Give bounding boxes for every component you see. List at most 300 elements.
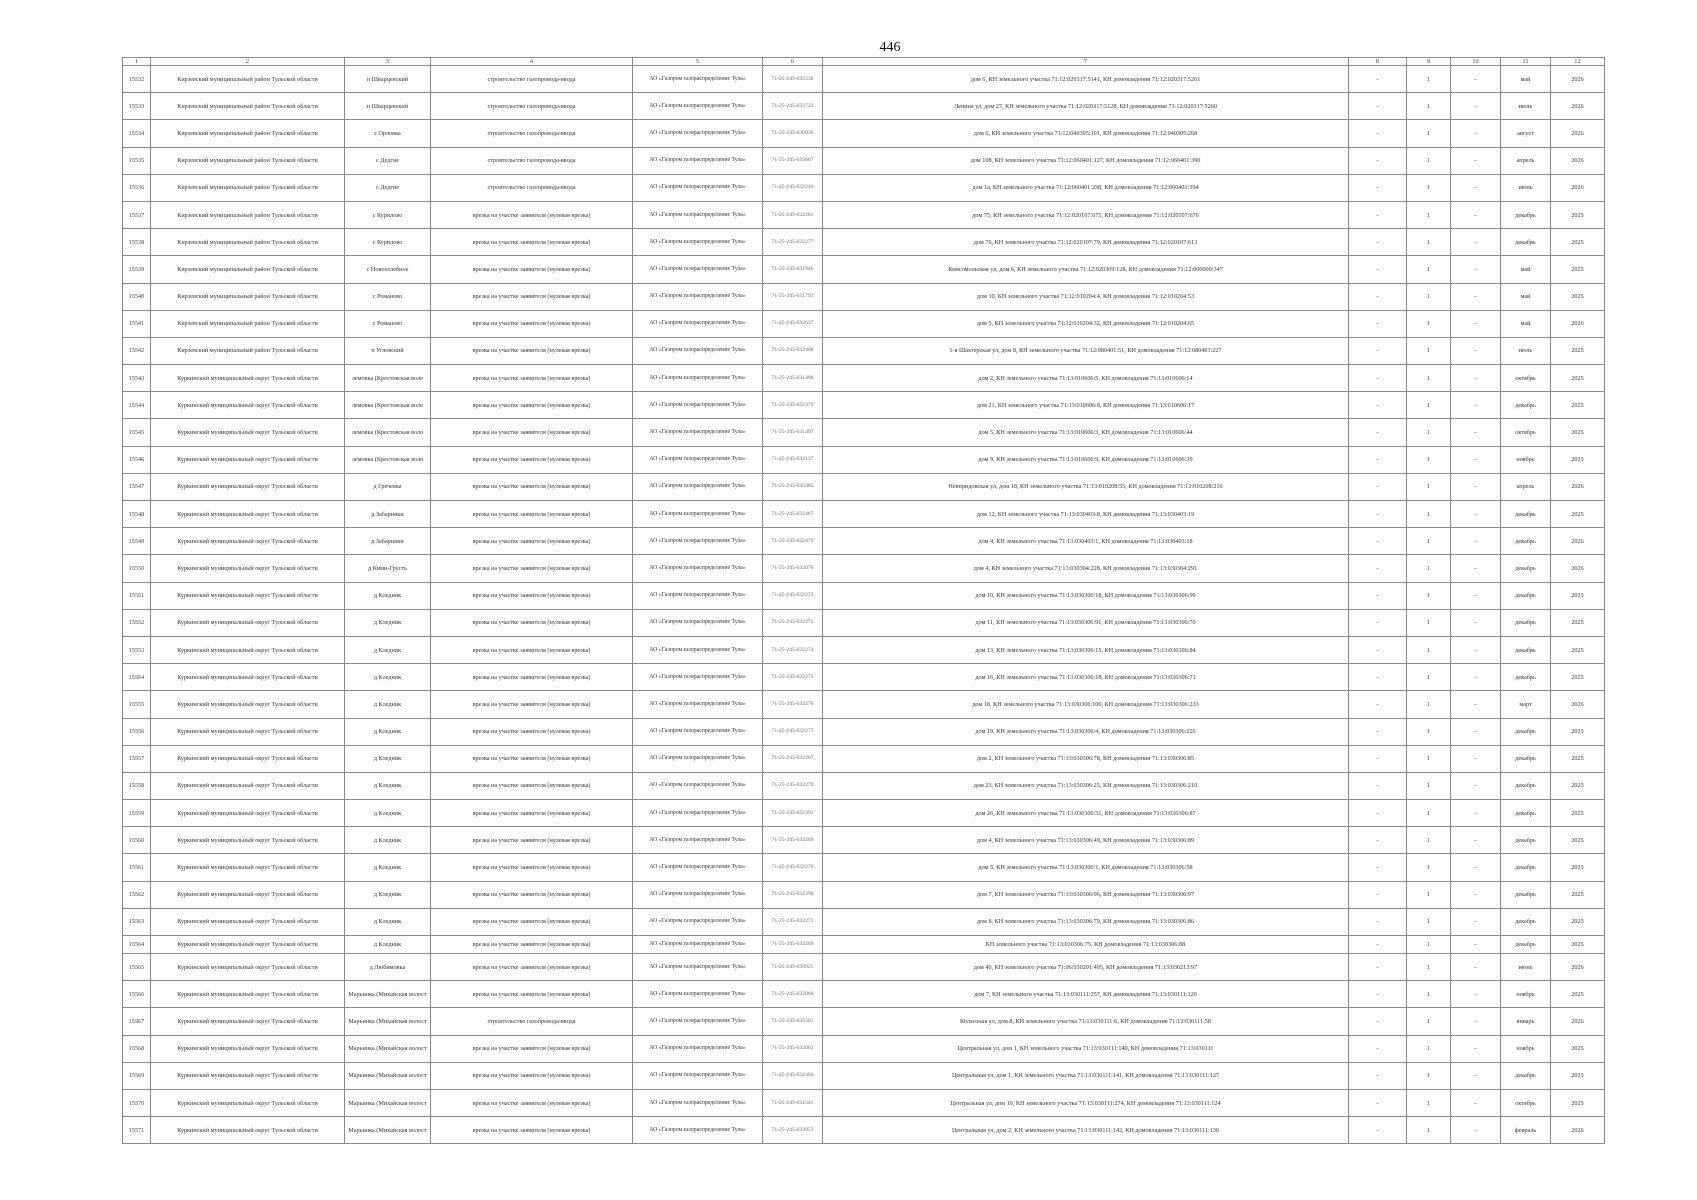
cell-org: АО «Газпром газораспределение Тула»: [633, 66, 763, 93]
cell-n: 15560: [123, 827, 151, 854]
cell-locality: с Курилово: [345, 201, 431, 228]
cell-address: дом 6, КН земельного участка 71:12:020317:5141, КН домовладения 71:12:020317:5261: [823, 66, 1349, 93]
cell-org: АО «Газпром газораспределение Тула»: [633, 174, 763, 201]
cell-org: АО «Газпром газораспределение Тула»: [633, 636, 763, 663]
cell-district: Куркинский муниципальный округ Тульской области: [151, 609, 345, 636]
cell-district: Кирзевский муниципальный район Тульской области: [151, 120, 345, 147]
cell-code: 71-25-245-032270: [763, 854, 823, 881]
cell-org: АО «Газпром газораспределение Тула»: [633, 120, 763, 147]
cell-c8: -: [1349, 745, 1407, 772]
cell-c10: -: [1451, 473, 1501, 500]
cell-code: 71-25-245-035405: [763, 473, 823, 500]
table-row: [123, 120, 1605, 147]
cell-c8: -: [1349, 256, 1407, 283]
cell-locality: с Романово: [345, 283, 431, 310]
cell-code: 71-25-245-032733: [763, 93, 823, 120]
cell-code: 71-25-245-036036: [763, 120, 823, 147]
cell-code: 71-25-245-033953: [763, 1117, 823, 1144]
cell-org: АО «Газпром газораспределение Тула»: [633, 718, 763, 745]
cell-code: 71-25-245-032137: [763, 446, 823, 473]
cell-n: 15568: [123, 1035, 151, 1062]
cell-address: дом 108, КН земельного участка 71:12:060401:127, КН домовладения 71:12:060401:390: [823, 147, 1349, 174]
cell-district: Куркинский муниципальный округ Тульской области: [151, 446, 345, 473]
cell-year: 2026: [1551, 691, 1605, 718]
cell-c9: 1: [1407, 147, 1451, 174]
column-header-9: 9: [1407, 58, 1451, 66]
cell-c8: -: [1349, 174, 1407, 201]
cell-locality: д Гречевка: [345, 473, 431, 500]
cell-n: 15570: [123, 1089, 151, 1116]
cell-district: Кирзевский муниципальный район Тульской области: [151, 229, 345, 256]
cell-month: декабрь: [1501, 609, 1551, 636]
table-body: [123, 66, 1605, 1144]
cell-month: декабрь: [1501, 718, 1551, 745]
cell-code: 71-25-245-031946: [763, 256, 823, 283]
cell-c10: -: [1451, 120, 1501, 147]
table-row: [123, 201, 1605, 228]
cell-n: 15563: [123, 908, 151, 935]
cell-month: октябрь: [1501, 419, 1551, 446]
cell-month: декабрь: [1501, 392, 1551, 419]
cell-c10: -: [1451, 745, 1501, 772]
cell-n: 15553: [123, 636, 151, 663]
cell-n: 15550: [123, 555, 151, 582]
cell-org: АО «Газпром газораспределение Тула»: [633, 1008, 763, 1035]
cell-district: Куркинский муниципальный округ Тульской области: [151, 1008, 345, 1035]
cell-org: АО «Газпром газораспределение Тула»: [633, 201, 763, 228]
table-row: [123, 636, 1605, 663]
table-row: [123, 936, 1605, 954]
cell-locality: с Новоселебное: [345, 256, 431, 283]
cell-c10: -: [1451, 283, 1501, 310]
cell-n: 15534: [123, 120, 151, 147]
cell-month: декабрь: [1501, 854, 1551, 881]
cell-c10: -: [1451, 501, 1501, 528]
cell-year: 2025: [1551, 936, 1605, 954]
table-row: [123, 582, 1605, 609]
cell-work: врезка на участке заявителя (нулевая врезка): [431, 636, 633, 663]
table-header: [123, 58, 1605, 66]
cell-org: АО «Газпром газораспределение Тула»: [633, 501, 763, 528]
cell-org: АО «Газпром газораспределение Тула»: [633, 1117, 763, 1144]
cell-year: 2025: [1551, 609, 1605, 636]
cell-c8: -: [1349, 473, 1407, 500]
cell-c9: 1: [1407, 745, 1451, 772]
cell-address: дом 9, КН земельного участка 71:13:010606:9, КН домовладения 71:13:010606:39: [823, 446, 1349, 473]
cell-code: 71-25-245-032271: [763, 908, 823, 935]
cell-month: декабрь: [1501, 881, 1551, 908]
cell-c8: -: [1349, 555, 1407, 582]
cell-year: 2026: [1551, 93, 1605, 120]
cell-year: 2026: [1551, 473, 1605, 500]
cell-address: дом 5, КН земельного участка 71:13:030306:1, КН домовладения 71:13:030306:58: [823, 854, 1349, 881]
cell-address: дом 11, КН земельного участка 71:13:030306:91, КН домовладения 71:13:030306:70: [823, 609, 1349, 636]
cell-c8: -: [1349, 772, 1407, 799]
cell-c9: 1: [1407, 936, 1451, 954]
cell-c10: -: [1451, 1008, 1501, 1035]
cell-work: врезка на участке заявителя (нулевая врезка): [431, 1089, 633, 1116]
cell-code: 71-25-245-032277: [763, 718, 823, 745]
cell-c10: -: [1451, 664, 1501, 691]
cell-year: 2025: [1551, 201, 1605, 228]
cell-month: декабрь: [1501, 636, 1551, 663]
cell-work: строительство газопровода-ввода: [431, 174, 633, 201]
cell-locality: лемовка (Крестовская воло: [345, 392, 431, 419]
cell-month: май: [1501, 283, 1551, 310]
header-row: [123, 58, 1605, 66]
cell-locality: д Кледник: [345, 908, 431, 935]
cell-code: 71-25-245-032060: [763, 981, 823, 1008]
cell-c8: -: [1349, 827, 1407, 854]
cell-c10: -: [1451, 908, 1501, 935]
cell-code: 71-25-245-032267: [763, 745, 823, 772]
cell-n: 15559: [123, 800, 151, 827]
cell-year: 2025: [1551, 392, 1605, 419]
cell-c9: 1: [1407, 981, 1451, 1008]
cell-address: Ленина ул, дом 27, КН земельного участка 71:12:020317:5128, КН домовладения 71:12:020317:5260: [823, 93, 1349, 120]
cell-month: декабрь: [1501, 664, 1551, 691]
cell-month: декабрь: [1501, 582, 1551, 609]
cell-year: 2025: [1551, 718, 1605, 745]
gasification-table: [122, 57, 1605, 1144]
cell-code: 71-25-245-032637: [763, 310, 823, 337]
cell-month: декабрь: [1501, 1062, 1551, 1089]
cell-c9: 1: [1407, 954, 1451, 981]
cell-code: 71-25-245-032467: [763, 501, 823, 528]
table-row: [123, 229, 1605, 256]
cell-month: декабрь: [1501, 908, 1551, 935]
cell-org: АО «Газпром газораспределение Тула»: [633, 582, 763, 609]
cell-c10: -: [1451, 1035, 1501, 1062]
cell-year: 2025: [1551, 664, 1605, 691]
cell-year: 2026: [1551, 66, 1605, 93]
cell-n: 15543: [123, 365, 151, 392]
cell-address: дом 26, КН земельного участка 71:13:030306:31, КН домовладения 71:13:030306:87: [823, 800, 1349, 827]
cell-month: ноябрь: [1501, 1035, 1551, 1062]
cell-district: Куркинский муниципальный округ Тульской области: [151, 981, 345, 1008]
cell-org: АО «Газпром газораспределение Тула»: [633, 528, 763, 555]
cell-c10: -: [1451, 981, 1501, 1008]
cell-address: дом 19, КН земельного участка 71:13:030306:4, КН домовладения 71:13:030306:226: [823, 718, 1349, 745]
cell-n: 15561: [123, 854, 151, 881]
cell-year: 2026: [1551, 174, 1605, 201]
table-row: [123, 365, 1605, 392]
cell-c10: -: [1451, 528, 1501, 555]
cell-n: 15562: [123, 881, 151, 908]
cell-c8: -: [1349, 636, 1407, 663]
cell-code: 71-25-245-032271: [763, 609, 823, 636]
cell-year: 2026: [1551, 954, 1605, 981]
cell-work: врезка на участке заявителя (нулевая врезка): [431, 365, 633, 392]
cell-year: 2026: [1551, 555, 1605, 582]
cell-n: 15547: [123, 473, 151, 500]
column-header-8: 8: [1349, 58, 1407, 66]
table-row: [123, 881, 1605, 908]
cell-code: 71-25-245-032276: [763, 691, 823, 718]
cell-work: врезка на участке заявителя (нулевая врезка): [431, 718, 633, 745]
cell-work: врезка на участке заявителя (нулевая врезка): [431, 981, 633, 1008]
cell-address: дом 7, КН земельного участка 71:13:030306:96, КН домовладения 71:13:030306:97: [823, 881, 1349, 908]
cell-month: декабрь: [1501, 201, 1551, 228]
cell-org: АО «Газпром газораспределение Тула»: [633, 800, 763, 827]
cell-district: Куркинский муниципальный округ Тульской области: [151, 1089, 345, 1116]
cell-n: 15532: [123, 66, 151, 93]
cell-locality: д Кими-Грусть: [345, 555, 431, 582]
cell-org: АО «Газпром газораспределение Тула»: [633, 229, 763, 256]
cell-org: АО «Газпром газораспределение Тула»: [633, 772, 763, 799]
cell-district: Куркинский муниципальный округ Тульской области: [151, 582, 345, 609]
cell-code: 71-25-245-032281: [763, 201, 823, 228]
cell-c10: -: [1451, 446, 1501, 473]
cell-c8: -: [1349, 881, 1407, 908]
cell-c10: -: [1451, 854, 1501, 881]
cell-month: декабрь: [1501, 229, 1551, 256]
cell-n: 15545: [123, 419, 151, 446]
cell-month: май: [1501, 256, 1551, 283]
cell-code: 71-25-245-032063: [763, 1035, 823, 1062]
table-row: [123, 174, 1605, 201]
cell-year: 2025: [1551, 800, 1605, 827]
cell-locality: с Романово: [345, 310, 431, 337]
cell-org: АО «Газпром газораспределение Тула»: [633, 337, 763, 364]
cell-year: 2025: [1551, 446, 1605, 473]
cell-locality: Марьинка (Михайская волост: [345, 981, 431, 1008]
cell-locality: д Кледник: [345, 881, 431, 908]
cell-code: 71-25-245-032390: [763, 881, 823, 908]
cell-work: врезка на участке заявителя (нулевая врезка): [431, 446, 633, 473]
cell-c10: -: [1451, 827, 1501, 854]
schedule-sheet: [122, 57, 1604, 1144]
cell-address: дом 6, КН земельного участка 71:12:040305:101, КН домовладения 71:12:040305:268: [823, 120, 1349, 147]
table-row: [123, 1089, 1605, 1116]
cell-c9: 1: [1407, 664, 1451, 691]
page-number: 446: [879, 40, 901, 55]
cell-c9: 1: [1407, 201, 1451, 228]
cell-c8: -: [1349, 981, 1407, 1008]
cell-c9: 1: [1407, 1008, 1451, 1035]
cell-address: дом 8, КН земельного участка 71:13:030306:79, КН домовладения 71:13:030306:86: [823, 908, 1349, 935]
cell-c8: -: [1349, 854, 1407, 881]
cell-org: АО «Газпром газораспределение Тула»: [633, 1035, 763, 1062]
cell-address: Колхозная ул, дом 8, КН земельного участка 71:13:030111:6, КН домовладения 71:13:030111:58: [823, 1008, 1349, 1035]
cell-org: АО «Газпром газораспределение Тула»: [633, 936, 763, 954]
cell-locality: д Кледник: [345, 772, 431, 799]
cell-district: Куркинский муниципальный округ Тульской области: [151, 908, 345, 935]
cell-work: врезка на участке заявителя (нулевая врезка): [431, 501, 633, 528]
cell-locality: п Угловский: [345, 337, 431, 364]
cell-locality: с Курилово: [345, 229, 431, 256]
cell-address: дом 23, КН земельного участка 71:13:030306:25, КН домовладения 71:13:030306:210: [823, 772, 1349, 799]
cell-org: АО «Газпром газораспределение Тула»: [633, 881, 763, 908]
table-row: [123, 1062, 1605, 1089]
cell-n: 15552: [123, 609, 151, 636]
cell-c10: -: [1451, 201, 1501, 228]
cell-c8: -: [1349, 718, 1407, 745]
cell-locality: п Шварцевский: [345, 93, 431, 120]
cell-c10: -: [1451, 419, 1501, 446]
cell-c9: 1: [1407, 174, 1451, 201]
cell-year: 2025: [1551, 1089, 1605, 1116]
cell-n: 15537: [123, 201, 151, 228]
cell-month: июль: [1501, 337, 1551, 364]
cell-c9: 1: [1407, 1035, 1451, 1062]
cell-locality: лемовка (Крестовская воло: [345, 446, 431, 473]
cell-c8: -: [1349, 147, 1407, 174]
cell-district: Куркинский муниципальный округ Тульской области: [151, 419, 345, 446]
cell-c10: -: [1451, 555, 1501, 582]
cell-c10: -: [1451, 93, 1501, 120]
cell-locality: д Кледник: [345, 609, 431, 636]
cell-work: врезка на участке заявителя (нулевая врезка): [431, 664, 633, 691]
cell-code: 71-25-245-032391: [763, 800, 823, 827]
cell-year: 2026: [1551, 1117, 1605, 1144]
cell-code: 71-25-245-031496: [763, 365, 823, 392]
cell-district: Кирзевский муниципальный район Тульской области: [151, 283, 345, 310]
cell-locality: лемовка (Крестовская воло: [345, 365, 431, 392]
cell-code: 71-25-245-032479: [763, 528, 823, 555]
cell-n: 15565: [123, 954, 151, 981]
table-row: [123, 337, 1605, 364]
column-header-5: 5: [633, 58, 763, 66]
cell-n: 15541: [123, 310, 151, 337]
cell-district: Куркинский муниципальный округ Тульской области: [151, 1117, 345, 1144]
cell-c9: 1: [1407, 93, 1451, 120]
cell-address: Центральная ул, дом 1, КН земельного участка 71:13:030111:141, КН домовладения 71:13:030111:127: [823, 1062, 1349, 1089]
cell-c10: -: [1451, 800, 1501, 827]
cell-year: 2025: [1551, 981, 1605, 1008]
table-row: [123, 392, 1605, 419]
cell-c10: -: [1451, 147, 1501, 174]
cell-year: 2025: [1551, 745, 1605, 772]
table-row: [123, 93, 1605, 120]
cell-c9: 1: [1407, 66, 1451, 93]
cell-c8: -: [1349, 419, 1407, 446]
cell-org: АО «Газпром газораспределение Тула»: [633, 365, 763, 392]
cell-n: 15569: [123, 1062, 151, 1089]
cell-work: врезка на участке заявителя (нулевая врезка): [431, 691, 633, 718]
cell-address: дом 18, КН земельного участка 71:13:030306:100, КН домовладения 71:13:030306:233: [823, 691, 1349, 718]
cell-c8: -: [1349, 1035, 1407, 1062]
cell-code: 71-25-245-035536: [763, 66, 823, 93]
cell-c9: 1: [1407, 1089, 1451, 1116]
cell-year: 2026: [1551, 147, 1605, 174]
cell-locality: с Орловка: [345, 120, 431, 147]
cell-district: Куркинский муниципальный округ Тульской области: [151, 772, 345, 799]
cell-c10: -: [1451, 881, 1501, 908]
cell-c9: 1: [1407, 310, 1451, 337]
cell-address: дом 4, КН земельного участка 71:13:030403:1, КН домовладения 71:13:030403:18: [823, 528, 1349, 555]
cell-org: АО «Газпром газораспределение Тула»: [633, 555, 763, 582]
table-row: [123, 609, 1605, 636]
column-header-7: 7: [823, 58, 1349, 66]
cell-c8: -: [1349, 691, 1407, 718]
cell-c9: 1: [1407, 691, 1451, 718]
cell-org: АО «Газпром газораспределение Тула»: [633, 854, 763, 881]
cell-n: 15548: [123, 501, 151, 528]
column-header-4: 4: [431, 58, 633, 66]
cell-year: 2025: [1551, 501, 1605, 528]
table-row: [123, 718, 1605, 745]
column-header-1: 1: [123, 58, 151, 66]
cell-year: 2025: [1551, 365, 1605, 392]
cell-c9: 1: [1407, 582, 1451, 609]
cell-locality: лемовка (Крестовская воло: [345, 419, 431, 446]
cell-org: АО «Газпром газораспределение Тула»: [633, 473, 763, 500]
cell-org: АО «Газпром газораспределение Тула»: [633, 1089, 763, 1116]
cell-c8: -: [1349, 93, 1407, 120]
cell-year: 2025: [1551, 582, 1605, 609]
cell-address: дом 5, КН земельного участка 71:12:010204:32, КН домовладения 71:12:010204:65: [823, 310, 1349, 337]
cell-year: 2025: [1551, 256, 1605, 283]
cell-address: дом 76, КН земельного участка 71:12:020107:79, КН домовладения 71:12:020107:613: [823, 229, 1349, 256]
cell-work: врезка на участке заявителя (нулевая врезка): [431, 310, 633, 337]
cell-c9: 1: [1407, 528, 1451, 555]
cell-c10: -: [1451, 718, 1501, 745]
cell-code: 71-25-245-032269: [763, 936, 823, 954]
cell-locality: Марьинка (Михайская волост: [345, 1089, 431, 1116]
cell-c8: -: [1349, 1117, 1407, 1144]
cell-district: Кирзевский муниципальный район Тульской области: [151, 147, 345, 174]
table-row: [123, 283, 1605, 310]
cell-address: дом 2, КН земельного участка 71:13:010606:5, КН домовладения 71:13:010606:14: [823, 365, 1349, 392]
cell-month: июнь: [1501, 174, 1551, 201]
cell-address: дом 40, КН земельного участка 71:06:030201:405, КН домовладения 71:13:030213:97: [823, 954, 1349, 981]
cell-org: АО «Газпром газораспределение Тула»: [633, 446, 763, 473]
cell-locality: с Дедгие: [345, 174, 431, 201]
cell-year: 2025: [1551, 772, 1605, 799]
cell-work: врезка на участке заявителя (нулевая врезка): [431, 1062, 633, 1089]
cell-locality: д Кледник: [345, 800, 431, 827]
cell-address: дом 1а, КН земельного участка 71:12:060401:238, КН домовладения 71:12:060401:394: [823, 174, 1349, 201]
cell-c9: 1: [1407, 1062, 1451, 1089]
column-header-10: 10: [1451, 58, 1501, 66]
cell-district: Куркинский муниципальный округ Тульской области: [151, 392, 345, 419]
cell-c10: -: [1451, 229, 1501, 256]
cell-district: Куркинский муниципальный округ Тульской области: [151, 936, 345, 954]
cell-c9: 1: [1407, 1117, 1451, 1144]
table-row: [123, 66, 1605, 93]
cell-n: 15542: [123, 337, 151, 364]
cell-c9: 1: [1407, 392, 1451, 419]
cell-work: врезка на участке заявителя (нулевая врезка): [431, 582, 633, 609]
table-row: [123, 1117, 1605, 1144]
cell-n: 15556: [123, 718, 151, 745]
cell-address: дом 16, КН земельного участка 71:13:030306:18, КН домовладения 71:13:030306:71: [823, 664, 1349, 691]
cell-c10: -: [1451, 772, 1501, 799]
cell-org: АО «Газпром газораспределение Тула»: [633, 609, 763, 636]
cell-month: ноябрь: [1501, 981, 1551, 1008]
cell-locality: с Дедгие: [345, 147, 431, 174]
cell-locality: Марьинка (Михайская волост: [345, 1117, 431, 1144]
cell-address: дом 4, КН земельного участка 71:13:030306:49, КН домовладения 71:13:030306:89: [823, 827, 1349, 854]
cell-work: строительство газопровода-ввода: [431, 66, 633, 93]
cell-c9: 1: [1407, 256, 1451, 283]
cell-code: 71-25-245-032279: [763, 772, 823, 799]
cell-work: врезка на участке заявителя (нулевая врезка): [431, 908, 633, 935]
cell-c8: -: [1349, 501, 1407, 528]
cell-district: Куркинский муниципальный округ Тульской области: [151, 473, 345, 500]
cell-c8: -: [1349, 446, 1407, 473]
cell-district: Куркинский муниципальный округ Тульской области: [151, 555, 345, 582]
cell-work: врезка на участке заявителя (нулевая врезка): [431, 827, 633, 854]
cell-c8: -: [1349, 1089, 1407, 1116]
cell-c8: -: [1349, 800, 1407, 827]
cell-district: Куркинский муниципальный округ Тульской области: [151, 881, 345, 908]
cell-locality: п Шварцевский: [345, 66, 431, 93]
cell-work: врезка на участке заявителя (нулевая врезка): [431, 745, 633, 772]
cell-n: 15567: [123, 1008, 151, 1035]
cell-org: АО «Газпром газораспределение Тула»: [633, 419, 763, 446]
